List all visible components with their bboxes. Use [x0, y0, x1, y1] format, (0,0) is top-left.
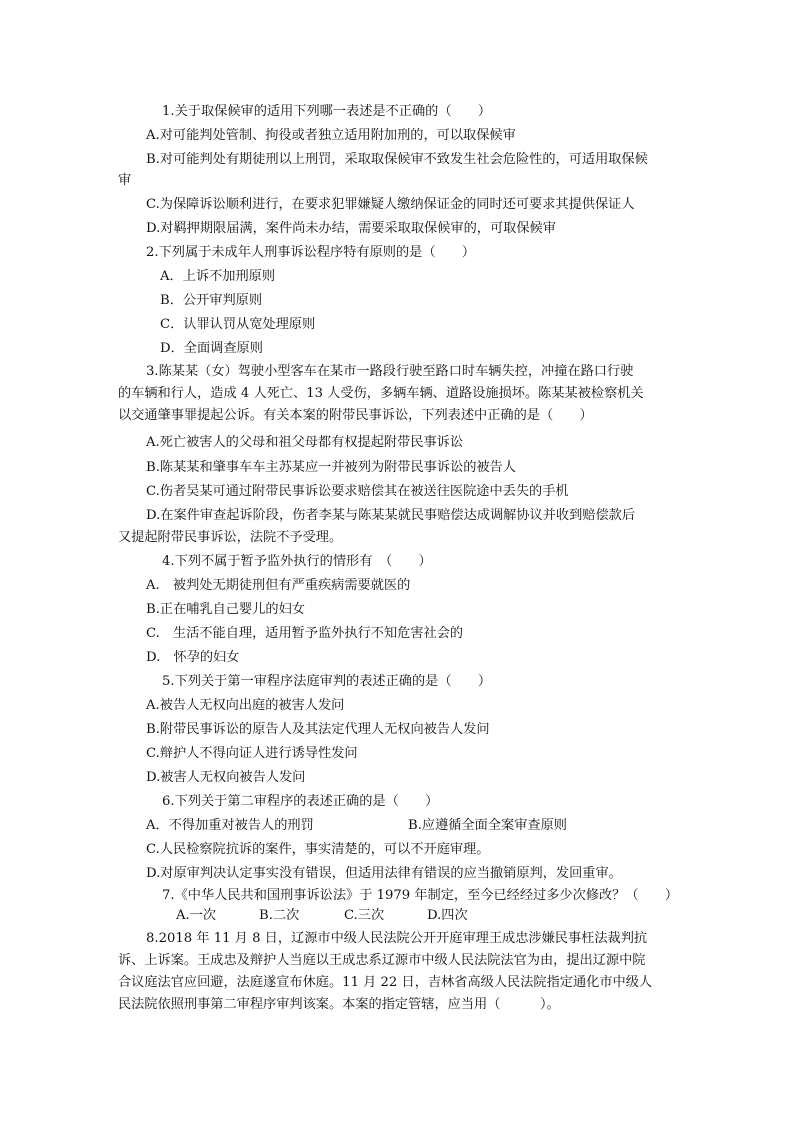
q5-option-b: B.附带民事诉讼的原告人及其法定代理人无权向被告人发问 — [146, 722, 490, 737]
q2-option-b: B．公开审判原则 — [160, 293, 263, 308]
q4-option-a: A. 被判处无期徒刑但有严重疾病需要就医的 — [146, 578, 411, 593]
q4-option-b: B.正在哺乳自己婴儿的妇女 — [146, 602, 305, 617]
q7-option-c: C.三次 — [344, 908, 385, 923]
q3-option-d: D.在案件审查起诉阶段，伤者李某与陈某某就民事赔偿达成调解协议并收到赔偿款后 — [146, 508, 636, 523]
q3-stem-line-3: 以交通肇事罪提起公诉。有关本案的附带民事诉讼，下列表述中正确的是（ ） — [118, 408, 593, 423]
q1-option-c: C.为保障诉讼顺利进行，在要求犯罪嫌疑人缴纳保证金的同时还可要求其提供保证人 — [146, 197, 635, 212]
q2-option-c: C．认罪认罚从宽处理原则 — [160, 317, 316, 332]
q3-option-a: A.死亡被害人的父母和祖父母都有权提起附带民事诉讼 — [146, 435, 464, 450]
q6-stem: 6.下列关于第二审程序的表述正确的是（ ） — [162, 794, 439, 809]
q3-stem-line-2: 的车辆和行人，造成 4 人死亡、13 人受伤，多辆车辆、道路设施损坏。陈某某被检察机关 — [118, 386, 644, 401]
q3-option-c: C.伤者吴某可通过附带民事诉讼要求赔偿其在被送往医院途中丢失的手机 — [146, 484, 569, 499]
q5-option-d: D.被害人无权向被告人发问 — [146, 770, 306, 785]
q6-options-row-1 — [146, 817, 646, 835]
q8-stem-line-2: 诉、上诉案。王成忠及辩护人当庭以王成忠系辽源市中级人民法院法官为由，提出辽源中院 — [118, 953, 646, 968]
q4-stem: 4.下列不属于暂予监外执行的情形有 （ ） — [162, 554, 432, 569]
q7-option-b: B.二次 — [259, 908, 300, 923]
q1-option-b: B.对可能判处有期徒刑以上刑罚，采取取保候审不致发生社会危险性的，可适用取保候 — [146, 152, 648, 167]
q3-option-b: B.陈某某和肇事车车主苏某应一并被列为附带民事诉讼的被告人 — [146, 460, 516, 475]
q7-option-d: D.四次 — [427, 908, 468, 923]
q8-stem-line-3: 合议庭法官应回避，法庭遂宣布休庭。11 月 22 日，吉林省高级人民法院指定通化市中级人 — [118, 975, 653, 990]
q4-option-d: D. 怀孕的妇女 — [146, 650, 240, 665]
q2-stem: 2.下列属于未成年人刑事诉讼程序特有原则的是（ ） — [146, 245, 476, 260]
q8-stem-line-1: 8.2018 年 11 月 8 日，辽源市中级人民法院公开开庭审理王成忠涉嫌民事枉法裁判抗 — [146, 931, 648, 946]
q7-option-a: A.一次 — [176, 908, 217, 923]
q3-stem-line-1: 3.陈某某（女）驾驶小型客车在某市一路段行驶至路口时车辆失控，冲撞在路口行驶 — [146, 364, 634, 379]
q1-option-b-continued: 审 — [118, 173, 132, 188]
q5-option-c: C.辩护人不得向证人进行诱导性发问 — [146, 746, 358, 761]
q3-option-d-continued: 又提起附带民事诉讼，法院不予受理。 — [118, 530, 343, 545]
q6-option-c: C.人民检察院抗诉的案件，事实清楚的，可以不开庭审理。 — [146, 842, 490, 857]
q7-options-row — [176, 907, 496, 925]
q8-stem-line-4: 民法院依照刑事第二审程序审判该案。本案的指定管辖，应当用（ ）。 — [118, 997, 560, 1012]
q6-option-d: D.对原审判决认定事实没有错误，但适用法律有错误的应当撤销原判，发回重审。 — [146, 866, 622, 881]
q6-option-b: B.应遵循全面全案审查原则 — [408, 818, 567, 833]
q2-option-a: A．上诉不加刑原则 — [160, 269, 276, 284]
q1-option-a: A.对可能判处管制、拘役或者独立适用附加刑的，可以取保候审 — [146, 128, 516, 143]
q5-stem: 5.下列关于第一审程序法庭审判的表述正确的是（ ） — [162, 674, 492, 689]
q1-option-d: D.对羁押期限届满，案件尚未办结，需要采取取保候审的，可取保候审 — [146, 221, 556, 236]
q5-option-a: A.被告人无权向出庭的被害人发问 — [146, 698, 345, 713]
q6-option-a: A．不得加重对被告人的刑罚 — [146, 818, 314, 833]
q2-option-d: D．全面调查原则 — [160, 341, 263, 356]
q4-option-c: C. 生活不能自理，适用暂予监外执行不知危害社会的 — [146, 626, 464, 641]
q7-stem: 7.《中华人民共和国刑事诉讼法》于 1979 年制定，至今已经经过多少次修改？（ ） — [162, 888, 679, 903]
q1-stem: 1.关于取保候审的适用下列哪一表述是不正确的（ ） — [162, 104, 492, 119]
